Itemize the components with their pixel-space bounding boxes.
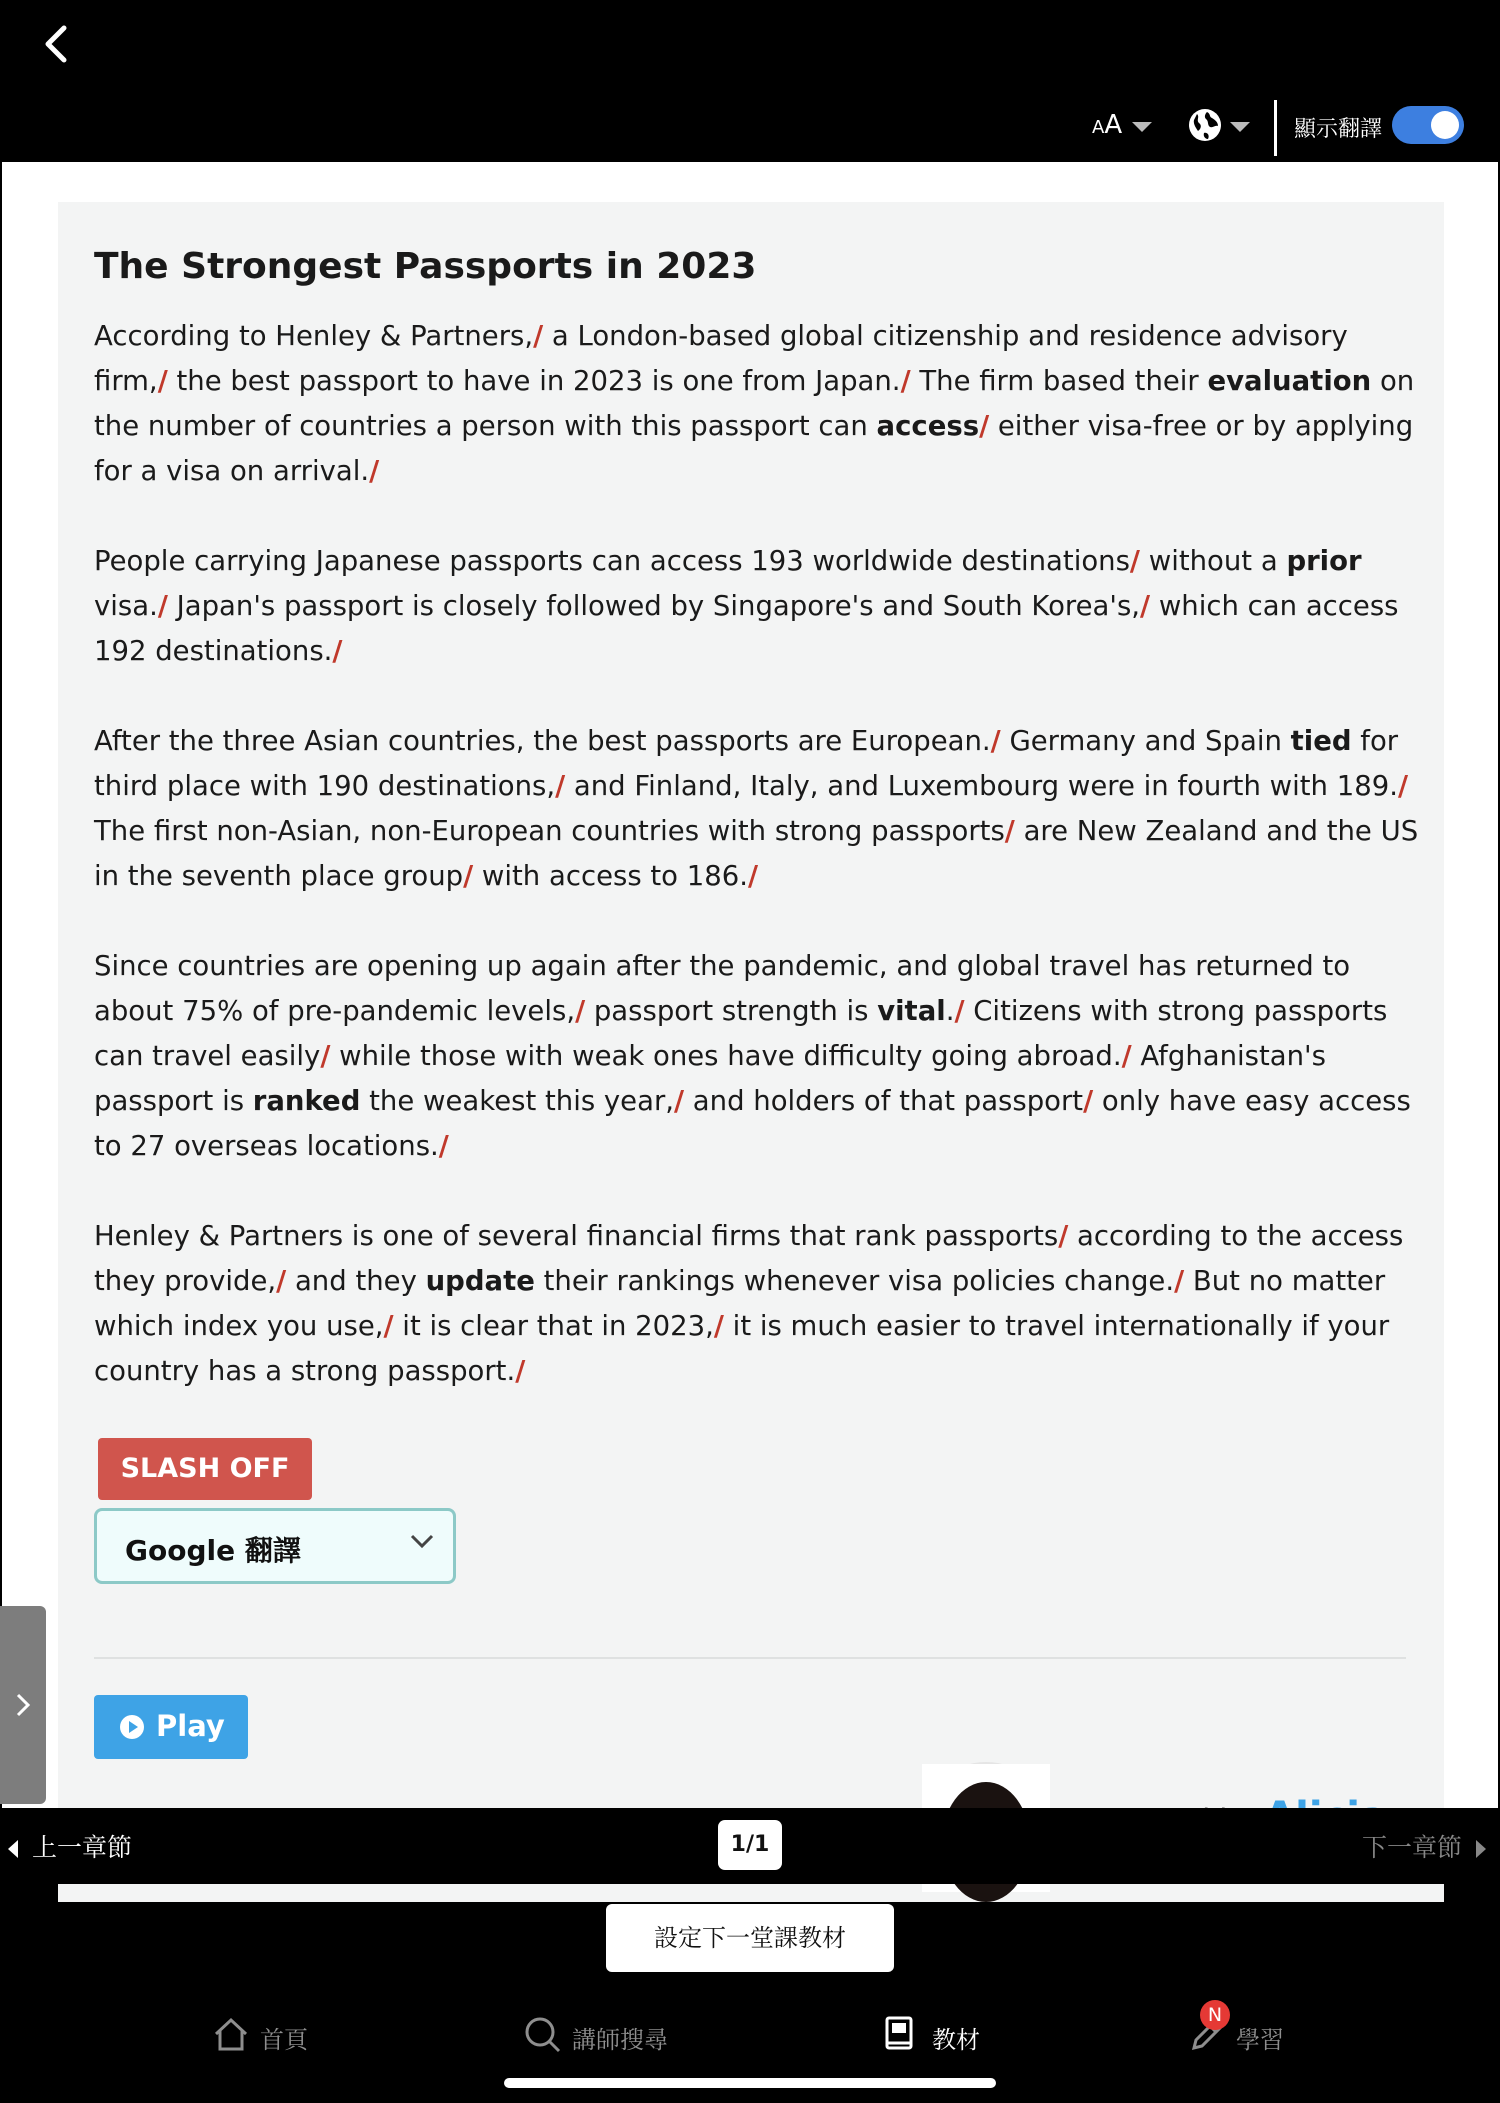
article-paragraph <box>94 944 1424 1169</box>
phrase-slash: / <box>515 1355 526 1387</box>
play-label: Play <box>156 1709 225 1743</box>
article-paragraph <box>94 314 1424 494</box>
article-card <box>58 202 1444 1902</box>
article-text: the best passport to have in 2023 is one from Japan. <box>167 365 901 397</box>
article-text: without a <box>1139 545 1287 577</box>
phrase-slash: / <box>713 1310 724 1342</box>
vocabulary-word[interactable]: prior <box>1286 545 1362 577</box>
play-button[interactable] <box>94 1695 248 1759</box>
article-text: After the three Asian countries, the best passports are European. <box>94 725 991 757</box>
phrase-slash: / <box>1058 1220 1069 1252</box>
article-text: and they <box>286 1265 426 1297</box>
vocabulary-word[interactable]: tied <box>1290 725 1352 757</box>
article-title: The Strongest Passports in 2023 <box>94 246 757 287</box>
font-size-large-a: A <box>1104 110 1123 140</box>
translation-engine-select[interactable] <box>94 1508 456 1584</box>
book-icon <box>884 2016 914 2052</box>
vocabulary-word[interactable]: vital <box>877 995 946 1027</box>
phrase-slash: / <box>954 995 965 1027</box>
section-divider <box>94 1657 1406 1659</box>
vocabulary-word[interactable]: ranked <box>252 1085 361 1117</box>
play-circle-icon <box>120 1715 144 1739</box>
article-text: The firm based their <box>910 365 1208 397</box>
phrase-slash: / <box>533 320 544 352</box>
notification-badge: N <box>1200 2000 1230 2030</box>
toggle-knob <box>1431 111 1459 139</box>
globe-icon[interactable] <box>1188 108 1222 142</box>
phrase-slash: / <box>157 365 168 397</box>
top-bar <box>0 0 1500 162</box>
next-triangle-icon <box>1476 1840 1486 1858</box>
phrase-slash: / <box>438 1130 449 1162</box>
article-text: Citizens with strong passports can travel easily <box>94 995 1388 1072</box>
tab-learning-label: 學習 <box>1236 2026 1284 2054</box>
slash-toggle-button[interactable]: SLASH OFF <box>98 1438 312 1500</box>
translation-engine-value: Google 翻譯 <box>125 1534 301 1567</box>
article-text: Since countries are opening up again after the pandemic, and global travel has returned to about 75% of pre-pandemic levels, <box>94 950 1351 1027</box>
vocabulary-word[interactable]: update <box>425 1265 535 1297</box>
home-indicator <box>504 2078 996 2088</box>
phrase-slash: / <box>1004 815 1015 847</box>
phrase-slash: / <box>332 635 343 667</box>
article-text: while those with weak ones have difficulty going abroad. <box>330 1040 1122 1072</box>
article-text: Japan's passport is closely followed by Singapore's and South Korea's, <box>167 590 1141 622</box>
phrase-slash: / <box>1397 770 1408 802</box>
phrase-slash: / <box>555 770 566 802</box>
font-size-button[interactable] <box>1092 110 1122 140</box>
next-chapter-label: 下一章節 <box>1361 1833 1462 1862</box>
tab-materials-label: 教材 <box>932 2026 980 2054</box>
article-paragraph <box>94 1214 1424 1394</box>
phrase-slash: / <box>1083 1085 1094 1117</box>
side-drawer-tab[interactable] <box>0 1606 46 1804</box>
phrase-slash: / <box>383 1310 394 1342</box>
article-paragraph <box>94 719 1424 899</box>
article-text: their rankings whenever visa policies change. <box>534 1265 1175 1297</box>
chapter-nav <box>0 1808 1500 1884</box>
toolbar-divider <box>1274 100 1277 156</box>
phrase-slash: / <box>463 860 474 892</box>
phrase-slash: / <box>747 860 759 892</box>
phrase-slash: / <box>276 1265 287 1297</box>
article-text: and holders of that passport <box>684 1085 1084 1117</box>
show-translation-toggle[interactable] <box>1392 106 1464 144</box>
font-size-caret-icon <box>1132 122 1152 132</box>
back-button[interactable] <box>38 20 78 68</box>
prev-triangle-icon <box>8 1840 18 1858</box>
article-text: which can access 192 destinations. <box>94 590 1399 667</box>
vocabulary-word[interactable]: evaluation <box>1207 365 1372 397</box>
vocabulary-word[interactable]: access <box>876 410 980 442</box>
article-text: only have easy access to 27 overseas locations. <box>94 1085 1411 1162</box>
lesson-content <box>2 162 1498 1808</box>
chevron-right-icon <box>14 1692 32 1718</box>
show-translation-label: 顯示翻譯 <box>1294 117 1383 142</box>
article-text: on the number of countries a person with this passport can <box>94 365 1415 442</box>
home-icon <box>212 2016 250 2052</box>
article-text: But no matter which index you use, <box>94 1265 1386 1342</box>
article-text: for third place with 190 destinations, <box>94 725 1399 802</box>
phrase-slash: / <box>979 410 990 442</box>
article-text: Germany and Spain <box>1000 725 1291 757</box>
phrase-slash: / <box>900 365 911 397</box>
prev-chapter-label: 上一章節 <box>32 1833 133 1862</box>
phrase-slash: / <box>1129 545 1140 577</box>
phrase-slash: / <box>674 1085 685 1117</box>
tab-teacher-search[interactable] <box>524 2016 684 2056</box>
phrase-slash: / <box>157 590 168 622</box>
article-text: it is much easier to travel internationally if your country has a strong passport. <box>94 1310 1390 1387</box>
phrase-slash: / <box>990 725 1001 757</box>
prev-chapter-button[interactable] <box>8 1828 132 1864</box>
article-text: with access to 186. <box>473 860 748 892</box>
article-text: passport strength is <box>585 995 878 1027</box>
page-indicator: 1/1 <box>718 1820 782 1870</box>
bottom-tab-bar <box>0 2000 1500 2070</box>
article-text: Afghanistan's passport is <box>94 1040 1326 1117</box>
phrase-slash: / <box>1140 590 1151 622</box>
article-text: either visa-free or by applying for a visa on arrival. <box>94 410 1414 487</box>
tab-home[interactable] <box>212 2016 322 2056</box>
search-icon <box>524 2016 562 2054</box>
phrase-slash: / <box>575 995 586 1027</box>
tab-teacher-search-label: 講師搜尋 <box>572 2026 668 2054</box>
phrase-slash: / <box>1121 1040 1132 1072</box>
article-text: According to Henley & Partners, <box>94 320 534 352</box>
article-text: . <box>945 995 955 1027</box>
font-size-small-a: A <box>1092 117 1105 138</box>
article-text: The first non-Asian, non-European countries with strong passports <box>94 815 1005 847</box>
article-text: it is clear that in 2023, <box>393 1310 714 1342</box>
chevron-left-icon <box>38 20 78 68</box>
article-paragraph <box>94 539 1424 674</box>
tab-materials[interactable] <box>884 2016 994 2056</box>
article-text: are New Zealand and the US in the seventh place group <box>94 815 1419 892</box>
article-text: the weakest this year, <box>360 1085 674 1117</box>
set-next-lesson-button[interactable]: 設定下一堂課教材 <box>606 1904 894 1972</box>
article-text: Henley & Partners is one of several financial firms that rank passports <box>94 1220 1059 1252</box>
article-text: and Finland, Italy, and Luxembourg were in fourth with 189. <box>565 770 1398 802</box>
article-text: People carrying Japanese passports can access 193 worldwide destinations <box>94 545 1130 577</box>
phrase-slash: / <box>369 455 380 487</box>
phrase-slash: / <box>1174 1265 1185 1297</box>
language-caret-icon <box>1230 122 1250 132</box>
tab-home-label: 首頁 <box>260 2026 308 2054</box>
reader-tools <box>0 104 1500 148</box>
next-chapter-button[interactable] <box>1362 1828 1486 1864</box>
phrase-slash: / <box>320 1040 331 1072</box>
chevron-down-icon <box>409 1531 435 1551</box>
article-text: according to the access they provide, <box>94 1220 1404 1297</box>
article-body <box>94 314 1424 1439</box>
article-text: visa. <box>94 590 158 622</box>
article-text: a London-based global citizenship and residence advisory firm, <box>94 320 1348 397</box>
